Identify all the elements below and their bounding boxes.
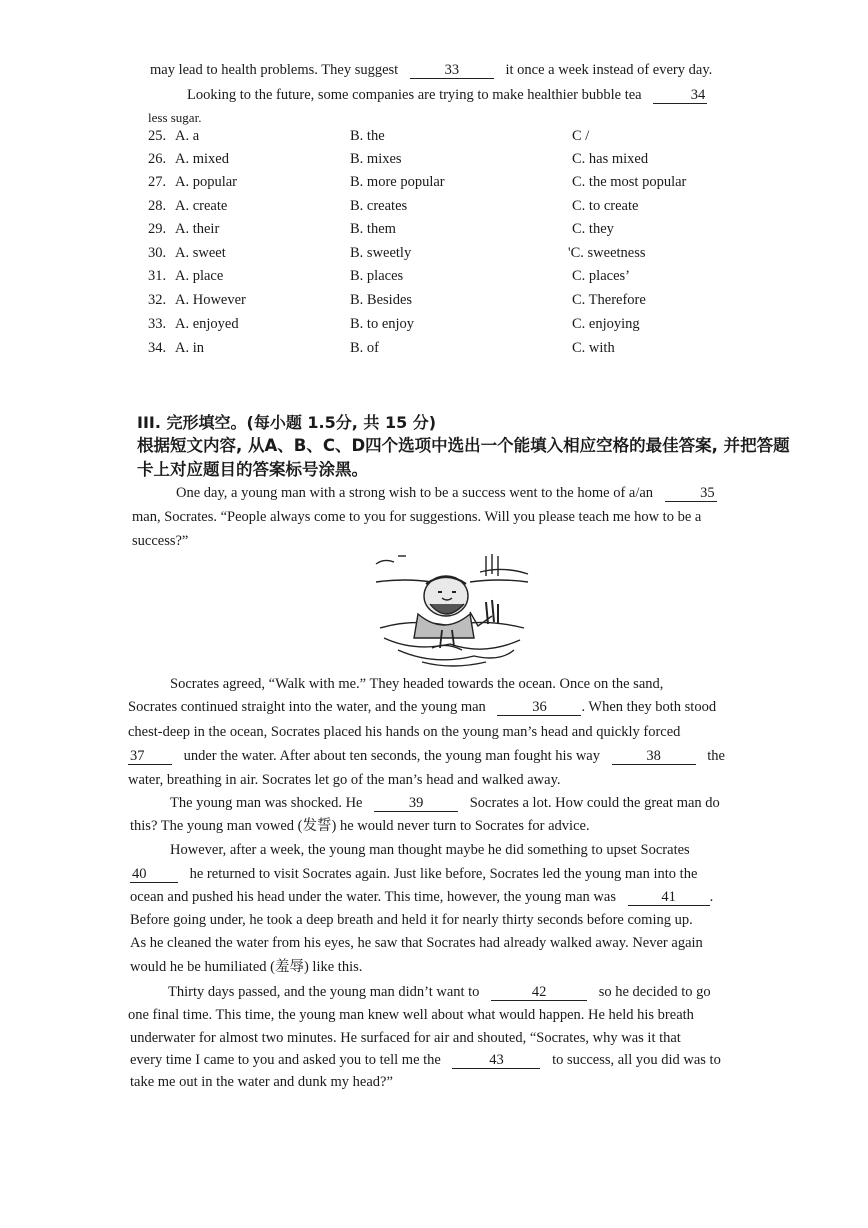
passage1-line-2 xyxy=(187,85,707,105)
option-row-26 xyxy=(148,151,788,173)
passage2-line: As he cleaned the water from his eyes, he saw that Socrates had already walked away. Never again xyxy=(130,935,703,951)
text: One day, a young man with a strong wish to be a success went to the home of a/an xyxy=(176,485,654,501)
blank-42: 42 xyxy=(491,984,587,1001)
text: it once a week instead of every day. xyxy=(505,62,713,78)
option-c: C. has mixed xyxy=(572,151,649,167)
section-heading: III. 完形填空。(每小题 1.5分, 共 15 分) xyxy=(137,413,437,432)
option-a: A. mixed xyxy=(175,151,229,167)
option-b: B. places xyxy=(350,268,404,284)
passage2-line xyxy=(130,1050,721,1070)
option-b: B. sweetly xyxy=(350,245,412,261)
option-b: B. creates xyxy=(350,198,408,214)
passage2-line xyxy=(128,697,716,717)
option-row-28 xyxy=(148,198,788,220)
text: the xyxy=(707,748,725,764)
question-number: 29. xyxy=(148,221,167,237)
question-number: 32. xyxy=(148,292,167,308)
question-number: 25. xyxy=(148,128,167,144)
passage2-line: water, breathing in air. Socrates let go of the man’s head and walked away. xyxy=(128,772,561,788)
blank-37: 37 xyxy=(128,748,172,765)
passage2-line: man, Socrates. “People always come to you for suggestions. Will you please teach me how to be a xyxy=(132,509,702,525)
option-c: C. enjoying xyxy=(572,316,640,332)
passage2-line xyxy=(168,982,711,1002)
option-a: A. popular xyxy=(175,174,238,190)
option-row-29 xyxy=(148,221,788,243)
option-b: B. them xyxy=(350,221,396,237)
option-a: A. sweet xyxy=(175,245,226,261)
blank-38: 38 xyxy=(612,748,696,765)
text: under the water. After about ten seconds, the young man fought his way xyxy=(183,748,600,764)
option-row-27 xyxy=(148,174,788,196)
option-c: C. the most popular xyxy=(572,174,687,190)
option-c: C. to create xyxy=(572,198,639,214)
passage2-line xyxy=(130,864,697,884)
question-number: 26. xyxy=(148,151,167,167)
option-b: B. mixes xyxy=(350,151,402,167)
question-number: 33. xyxy=(148,316,167,332)
passage2-line xyxy=(130,887,713,907)
option-a: A. place xyxy=(175,268,224,284)
passage2-line: one final time. This time, the young man knew well about what would happen. He held his breath xyxy=(128,1007,694,1023)
option-a: A. their xyxy=(175,221,220,237)
option-b: B. Besides xyxy=(350,292,413,308)
question-number: 30. xyxy=(148,245,167,261)
option-a: A. create xyxy=(175,198,228,214)
option-c: C. Therefore xyxy=(572,292,646,308)
option-row-30 xyxy=(148,245,788,267)
blank-40: 40 xyxy=(130,866,178,883)
option-row-32 xyxy=(148,292,788,314)
blank-39: 39 xyxy=(374,795,458,812)
passage2-line xyxy=(176,483,717,503)
question-number: 28. xyxy=(148,198,167,214)
text: so he decided to go xyxy=(598,984,711,1000)
option-row-31 xyxy=(148,268,788,290)
option-c: C. with xyxy=(572,340,615,356)
blank-34: 34 xyxy=(653,87,707,104)
option-c: C. places’ xyxy=(572,268,630,284)
passage2-line: this? The young man vowed (发誓) he would never turn to Socrates for advice. xyxy=(130,818,590,834)
option-a: A. in xyxy=(175,340,204,356)
option-row-33 xyxy=(148,316,788,338)
blank-43: 43 xyxy=(452,1052,540,1069)
passage2-line: success?” xyxy=(132,533,189,549)
question-number: 27. xyxy=(148,174,167,190)
passage1-line-3: less sugar. xyxy=(148,110,202,125)
passage1-line-1 xyxy=(150,60,712,80)
text: . xyxy=(709,889,714,905)
passage2-line: Before going under, he took a deep breath and held it for nearly thirty seconds before coming up. xyxy=(130,912,693,928)
question-number: 34. xyxy=(148,340,167,356)
text: ocean and pushed his head under the water. This time, however, the young man was xyxy=(130,889,616,905)
option-b: B. the xyxy=(350,128,385,144)
blank-41: 41 xyxy=(628,889,710,906)
text: may lead to health problems. They suggest xyxy=(150,62,399,78)
option-c: C / xyxy=(572,128,590,144)
text: Thirty days passed, and the young man didn’t want to xyxy=(168,984,480,1000)
text: Socrates a lot. How could the great man do xyxy=(469,795,720,811)
blank-33: 33 xyxy=(410,62,494,79)
passage2-line xyxy=(128,746,725,766)
passage2-line: would he be humiliated (羞辱) like this. xyxy=(130,959,363,975)
question-number: 31. xyxy=(148,268,167,284)
text: he returned to visit Socrates again. Just like before, Socrates led the young man into the xyxy=(189,866,698,882)
passage2-line: chest-deep in the ocean, Socrates placed his hands on the young man’s head and quickly forced xyxy=(128,724,681,740)
option-c: C. they xyxy=(572,221,614,237)
blank-35: 35 xyxy=(665,485,717,502)
option-b: B. to enjoy xyxy=(350,316,415,332)
text: . When they both stood xyxy=(581,699,717,715)
text: to success, all you did was to xyxy=(552,1052,721,1068)
option-row-25 xyxy=(148,128,788,150)
passage2-line xyxy=(170,793,720,813)
option-b: B. of xyxy=(350,340,379,356)
passage2-line: Socrates agreed, “Walk with me.” They headed towards the ocean. Once on the sand, xyxy=(170,676,664,692)
text: Looking to the future, some companies are trying to make healthier bubble tea xyxy=(187,87,642,103)
socrates-dunking-illustration xyxy=(374,552,530,670)
passage2-line: underwater for almost two minutes. He surfaced for air and shouted, “Socrates, why was it that xyxy=(130,1030,681,1046)
text: Socrates continued straight into the water, and the young man xyxy=(128,699,486,715)
option-c: 'C. sweetness xyxy=(568,245,646,261)
option-a: A. enjoyed xyxy=(175,316,239,332)
option-a: A. However xyxy=(175,292,246,308)
text: every time I came to you and asked you to tell me the xyxy=(130,1052,441,1068)
text: The young man was shocked. He xyxy=(170,795,363,811)
option-row-34 xyxy=(148,340,788,362)
option-b: B. more popular xyxy=(350,174,445,190)
passage2-line: take me out in the water and dunk my head?” xyxy=(130,1074,393,1090)
passage2-line: However, after a week, the young man thought maybe he did something to upset Socrates xyxy=(170,842,690,858)
blank-36: 36 xyxy=(497,699,581,716)
section-instruction: 根据短文内容, 从A、B、C、D四个选项中选出一个能填入相应空格的最佳答案, 并把答题卡上对应题目的答案标号涂黑。 xyxy=(137,436,790,479)
option-a: A. a xyxy=(175,128,200,144)
